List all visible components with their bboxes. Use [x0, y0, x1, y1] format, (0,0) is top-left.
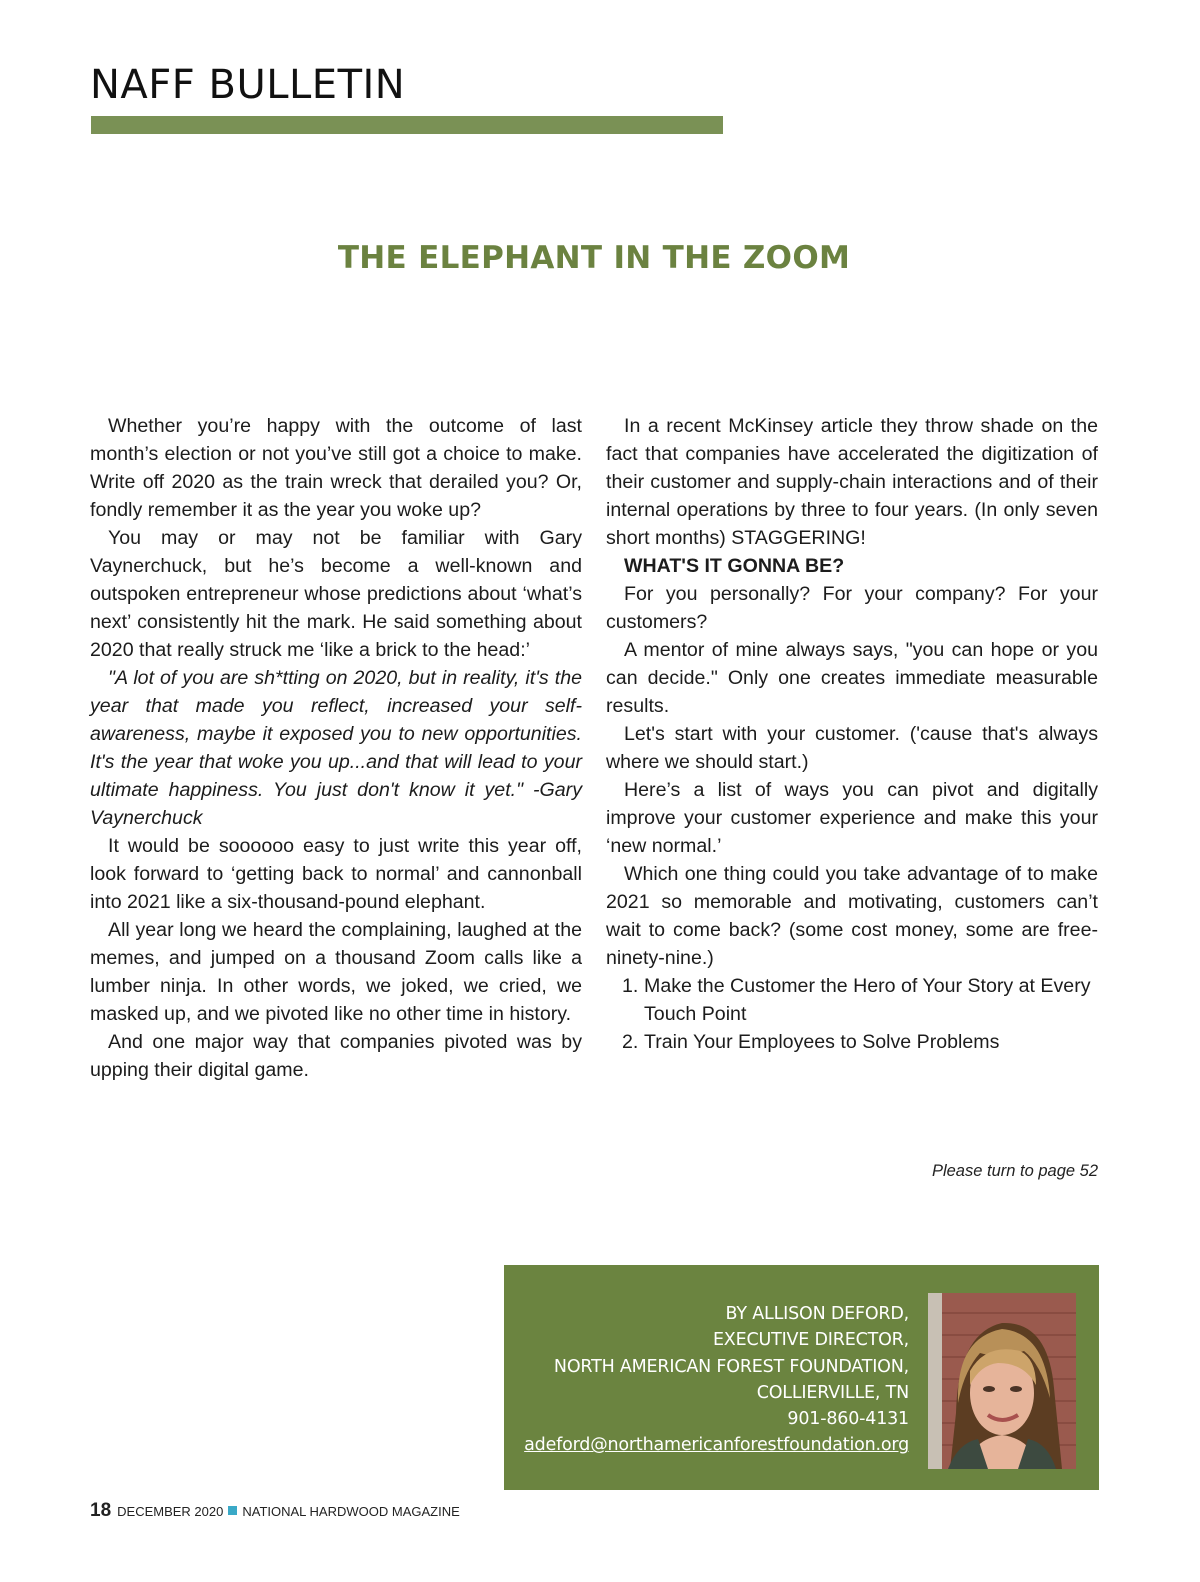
paragraph: In a recent McKinsey article they throw shade on the fact that companies have accelerated the digitization of their customer and supply-chain interactions and of their internal operations by three to four years. (In only seven short months) STAGGERING! — [606, 415, 1098, 549]
author-phone: 901-860-4131 — [787, 1409, 909, 1430]
page-footer — [90, 1500, 460, 1522]
issue-date: DECEMBER 2020 — [117, 1504, 224, 1519]
article-right-column — [606, 412, 1098, 1056]
numbered-list — [606, 972, 1098, 1056]
paragraph: Whether you’re happy with the outcome of last month’s election or not you’ve still got a choice to make. Write off 2020 as the train wreck that derailed you? Or, fondly remember it as the year you woke up? — [90, 415, 582, 521]
list-item — [606, 972, 1098, 1028]
paragraph: All year long we heard the complaining, laughed at the memes, and jumped on a thousand Zoom calls like a lumber ninja. In other words, we joked, we cried, we masked up, and we pivoted like no other time in history. — [90, 919, 582, 1025]
page-number: 18 — [90, 1500, 112, 1521]
continued-notice: Please turn to page 52 — [931, 1162, 1098, 1180]
paragraph: You may or may not be familiar with Gary Vaynerchuck, but he’s become a well-known and outspoken entrepreneur whose predictions about ‘what’s next’ consistently hit the mark. He said something about 2020 that really struck me ‘like a brick to the head:’ — [90, 527, 582, 661]
author-credits — [504, 1301, 909, 1459]
paragraph: Let's start with your customer. ('cause that's always where we should start.) — [606, 723, 1098, 773]
author-role: EXECUTIVE DIRECTOR, — [712, 1330, 909, 1351]
article-title: THE ELEPHANT IN THE ZOOM — [337, 240, 851, 276]
square-bullet-icon — [228, 1506, 237, 1515]
list-item-text: Make the Customer the Hero of Your Story at Every Touch Point — [644, 975, 1091, 1025]
subheading: WHAT'S IT GONNA BE? — [624, 555, 845, 577]
author-organization: NORTH AMERICAN FOREST FOUNDATION, — [553, 1356, 909, 1377]
section-divider-bar — [91, 116, 723, 134]
paragraph: Here’s a list of ways you can pivot and digitally improve your customer experience and make this your ‘new normal.’ — [606, 779, 1098, 857]
paragraph: It would be soooooo easy to just write this year off, look forward to ‘getting back to normal’ and cannonball into 2021 like a six-thousand-pound elephant. — [90, 835, 582, 913]
author-location: COLLIERVILLE, TN — [756, 1382, 909, 1403]
paragraph: For you personally? For your company? For your customers? — [606, 583, 1098, 633]
list-item-number: 2. — [622, 1031, 639, 1053]
pull-quote: "A lot of you are sh*tting on 2020, but in reality, it's the year that made you reflect, increased your self-awareness, maybe it exposed you to new opportunities. It's the year that woke you up...and that will lead to your ultimate happiness. You just don't know it yet." -Gary Vaynerchuck — [90, 667, 582, 829]
paragraph: Which one thing could you take advantage of to make 2021 so memorable and motivating, customers can’t wait to come back? (some cost money, some are free-ninety-nine.) — [606, 863, 1098, 969]
list-item-text: Train Your Employees to Solve Problems — [644, 1031, 1000, 1053]
article-left-column — [90, 412, 582, 1084]
list-item-number: 1. — [622, 975, 639, 997]
paragraph: And one major way that companies pivoted was by upping their digital game. — [90, 1031, 582, 1081]
author-portrait-photo — [928, 1293, 1076, 1469]
list-item — [606, 1028, 1098, 1056]
section-title: NAFF BULLETIN — [90, 62, 406, 108]
author-byline-box — [504, 1265, 1099, 1490]
paragraph: A mentor of mine always says, "you can hope or you can decide." Only one creates immediate measurable results. — [606, 639, 1098, 717]
author-email-link[interactable]: adeford@northamericanforestfoundation.org — [524, 1435, 909, 1456]
author-name: BY ALLISON DEFORD, — [725, 1304, 909, 1324]
publication-name: NATIONAL HARDWOOD MAGAZINE — [242, 1504, 460, 1519]
